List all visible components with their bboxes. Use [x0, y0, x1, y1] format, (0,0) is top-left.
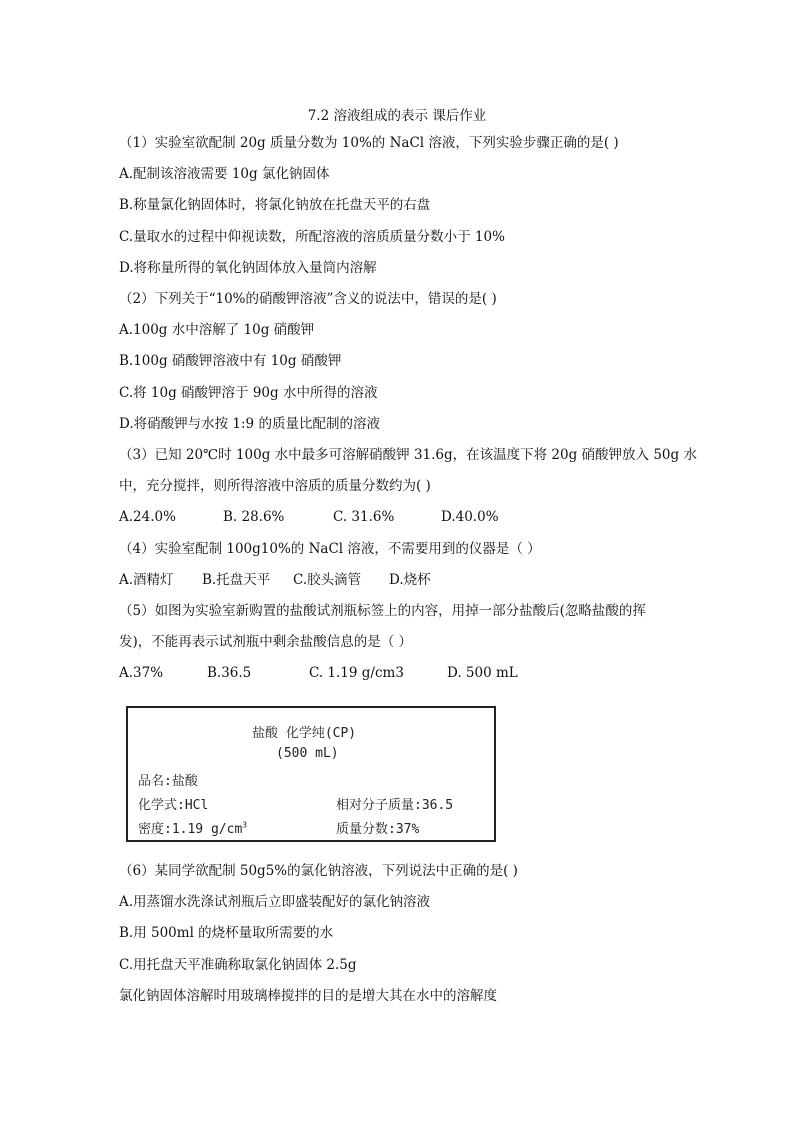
label-mass-fraction: 质量分数:37%	[336, 822, 420, 837]
q3-option-c: C. 31.6%	[333, 509, 395, 525]
q3-stem-line2: 中，充分搅拌，则所得溶液中溶质的质量分数约为( )	[119, 478, 431, 494]
q2-option-c: C.将 10g 硝酸钾溶于 90g 水中所得的溶液	[119, 385, 378, 401]
label-density-exponent: 3	[242, 820, 248, 830]
q6-stem: （6）某同学欲配制 50g5%的氯化钠溶液，下列说法中正确的是( )	[119, 863, 518, 879]
label-density-text: 密度:1.19 g/cm	[138, 822, 243, 837]
q2-stem: （2）下列关于“10%的硝酸钾溶液”含义的说法中，错误的是( )	[119, 291, 497, 307]
label-product-name: 品名:盐酸	[138, 774, 198, 789]
q5-option-c: C. 1.19 g/cm3	[309, 665, 404, 681]
q3-option-b: B. 28.6%	[223, 509, 285, 525]
label-volume: (500 mL)	[276, 746, 339, 761]
label-heading: 盐酸 化学纯(CP)	[252, 726, 357, 741]
q1-option-a: A.配制该溶液需要 10g 氯化钠固体	[119, 166, 330, 182]
q3-option-a: A.24.0%	[119, 509, 176, 525]
q6-option-a: A.用蒸馏水洗涤试剂瓶后立即盛装配好的氯化钠溶液	[119, 894, 431, 910]
q3-option-d: D.40.0%	[441, 509, 499, 525]
label-formula: 化学式:HCl	[138, 798, 209, 813]
q6-option-b: B.用 500ml 的烧杯量取所需要的水	[119, 925, 334, 941]
q5-stem-line2: 发)，不能再表示试剂瓶中剩余盐酸信息的是（ ）	[119, 634, 413, 650]
label-molar-mass: 相对分子质量:36.5	[336, 798, 454, 813]
q1-option-b: B.称量氯化钠固体时，将氯化钠放在托盘天平的右盘	[119, 197, 431, 213]
q6-option-d: 氯化钠固体溶解时用玻璃棒搅拌的目的是增大其在水中的溶解度	[119, 988, 497, 1004]
reagent-label	[126, 706, 496, 842]
q1-option-c: C.量取水的过程中仰视读数，所配溶液的溶质质量分数小于 10%	[119, 229, 505, 245]
q2-option-d: D.将硝酸钾与水按 1:9 的质量比配制的溶液	[119, 416, 380, 432]
q5-option-d: D. 500 mL	[447, 665, 518, 681]
q4-option-b: B.托盘天平	[202, 572, 271, 588]
q6-option-c: C.用托盘天平准确称取氯化钠固体 2.5g	[119, 957, 357, 973]
page-title: 7.2 溶液组成的表示 课后作业	[307, 108, 487, 124]
q3-stem-line1: （3）已知 20℃时 100g 水中最多可溶解硝酸钾 31.6g，在该温度下将 20g 硝酸钾放入 50g 水	[119, 447, 697, 463]
q2-option-a: A.100g 水中溶解了 10g 硝酸钾	[119, 322, 315, 338]
q2-option-b: B.100g 硝酸钾溶液中有 10g 硝酸钾	[119, 353, 342, 369]
q4-option-d: D.烧杯	[389, 572, 431, 588]
q1-option-d: D.将称量所得的氧化钠固体放入量筒内溶解	[119, 260, 377, 276]
q4-stem: （4）实验室配制 100g10%的 NaCl 溶液，不需要用到的仪器是（ ）	[119, 541, 541, 557]
q4-option-c: C.胶头滴管	[293, 572, 362, 588]
q5-option-b: B.36.5	[207, 665, 252, 681]
label-density	[138, 818, 247, 837]
q5-stem-line1: （5）如图为实验室新购置的盐酸试剂瓶标签上的内容，用掉一部分盐酸后(忽略盐酸的挥	[119, 603, 646, 619]
q1-stem: （1）实验室欲配制 20g 质量分数为 10%的 NaCl 溶液，下列实验步骤正确的是( )	[119, 135, 619, 151]
q5-option-a: A.37%	[119, 665, 164, 681]
q4-option-a: A.酒精灯	[119, 572, 174, 588]
